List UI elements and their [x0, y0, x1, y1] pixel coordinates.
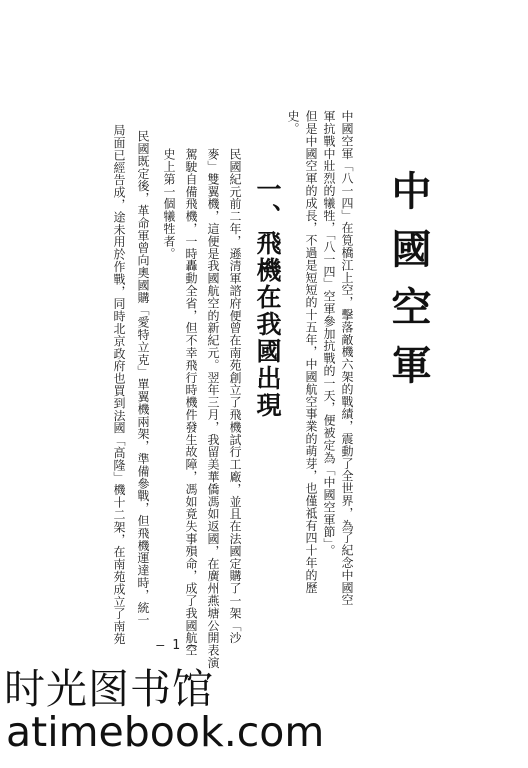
section-heading: 一、飛機在我國出現	[253, 176, 282, 419]
chapter-title: 中國空軍	[385, 170, 432, 402]
intro-line-3: 但是中國空軍的成長，不過是短短的十五年，中國航空事業的萌芽，也僅祗有四十年的歷	[304, 110, 318, 594]
intro-line-2: 軍抗戰中壯烈的犧牲，「八一四」空軍參加抗戰的一天，便被定為「中國空軍節」。	[322, 110, 336, 557]
intro-line-1: 中國空軍「八一四」在筧橋江上空，擊落敵機六架的戰績，震動了全世界，為了紀念中國空	[340, 110, 354, 606]
section-line-3: 駕駛自備飛機，一時轟動全省，但不幸飛行時機件發生故障，馮如竟失事殞命，成了我國航空	[184, 148, 198, 657]
watermark-name: 时光图书馆	[4, 665, 214, 713]
watermark-url: atimebook.com	[6, 708, 325, 756]
intro-line-4: 史。	[286, 110, 300, 135]
section-line-6: 局面已經告成，途未用於作戰，同時北京政府也買到法國「高隆」機十二架，在南苑成立了南苑	[112, 124, 126, 645]
section-line-4: 史上第一個犧牲者。	[162, 148, 176, 260]
page-number: — 1 —	[156, 638, 196, 653]
section-line-2: 麥」雙翼機，這便是我國航空的新紀元。翌年三月，我留美華僑馮如返國，在廣州燕塘公開表演	[206, 148, 220, 669]
section-line-1: 民國紀元前二年，遜清軍諮府便曾在南苑創立了飛機試行工廠，並且在法國定購了一架「沙	[228, 148, 242, 644]
section-line-5: 民國既定後，革命軍曾向奧國購「愛特立克」單翼機兩架，準備參戰，但飛機運達時，統一	[136, 130, 150, 626]
